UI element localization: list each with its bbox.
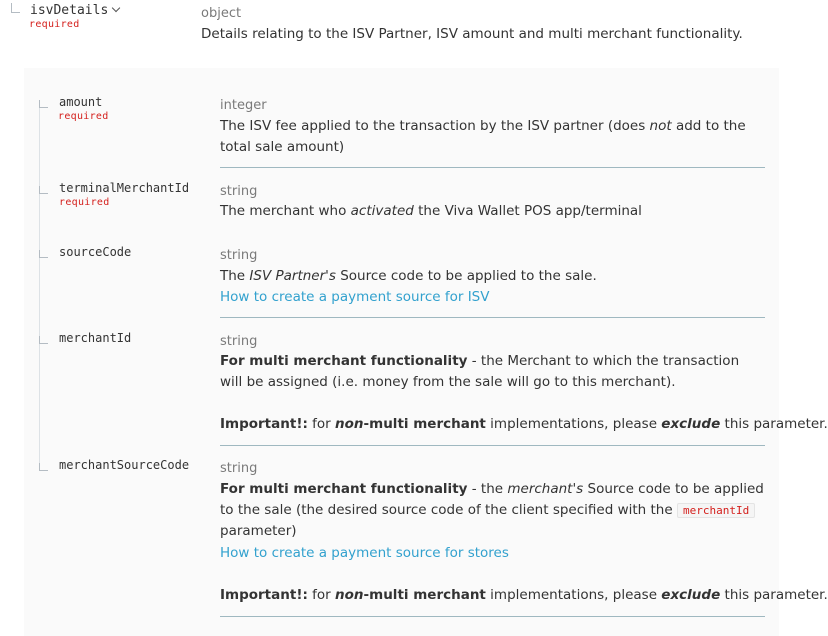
merchant-id-bold-intro: For multi merchant functionality	[220, 353, 468, 369]
merchant-source-code-type: string	[220, 461, 258, 476]
divider	[220, 445, 765, 446]
important-exclude: exclude	[661, 587, 721, 603]
isv-details-required: required	[29, 19, 80, 30]
merchant-id-desc-text: - the Merchant to which the transaction will be assigned (i.e. money from the sale will go to this merchant).	[220, 353, 740, 390]
merchant-id-important-note	[220, 414, 828, 435]
source-code-name: sourceCode	[59, 245, 132, 259]
amount-desc-text-end: add to the total sale amount)	[220, 118, 746, 155]
important-non: non	[335, 587, 364, 603]
important-text-end: this parameter.	[720, 416, 828, 432]
important-text-mid: implementations, please	[485, 587, 662, 603]
important-multi: -multi merchant	[363, 587, 486, 603]
merchant-source-desc-text: - the	[467, 481, 508, 497]
merchant-source-code-description	[220, 479, 765, 542]
terminal-merchant-id-name: terminalMerchantId	[59, 181, 190, 195]
amount-type: integer	[220, 98, 267, 113]
terminal-desc-text-end: the Viva Wallet POS app/terminal	[413, 203, 642, 219]
source-desc-emphasis: ISV Partner's	[249, 268, 336, 284]
merchant-source-desc-text-2: Source code to be applied to the sale (the desired source code of the client specified with the	[220, 481, 764, 518]
amount-description	[220, 116, 765, 158]
terminal-merchant-id-description	[220, 201, 765, 222]
important-text: for	[307, 587, 336, 603]
amount-desc-text: The ISV fee applied to the transaction by the ISV partner (does	[220, 118, 650, 134]
isv-payment-source-link[interactable]: How to create a payment source for ISV	[220, 289, 490, 305]
merchant-source-desc-text-3: parameter)	[220, 523, 297, 539]
amount-required: required	[58, 111, 109, 122]
tree-branch-icon	[39, 186, 48, 194]
important-exclude: exclude	[661, 416, 721, 432]
merchant-source-desc-emphasis: merchant's	[507, 481, 584, 497]
divider	[220, 317, 765, 318]
isv-details-name: isvDetails	[30, 3, 109, 18]
tree-vertical-line	[39, 100, 40, 465]
source-desc-text-end: Source code to be applied to the sale.	[335, 268, 597, 284]
tree-branch-icon	[39, 463, 48, 471]
isv-details-type: object	[201, 6, 242, 21]
amount-name: amount	[59, 95, 103, 109]
important-text-mid: implementations, please	[485, 416, 662, 432]
source-code-description	[220, 266, 765, 287]
merchant-id-description	[220, 351, 765, 393]
important-text-end: this parameter.	[720, 587, 828, 603]
important-non: non	[335, 416, 364, 432]
isv-details-toggle[interactable]	[30, 3, 119, 18]
important-label: Important!:	[220, 587, 308, 603]
terminal-desc-text: The merchant who	[220, 203, 351, 219]
tree-branch-icon	[11, 3, 20, 13]
isv-details-description: Details relating to the ISV Partner, ISV amount and multi merchant functionality.	[201, 26, 743, 42]
merchant-source-bold-intro: For multi merchant functionality	[220, 481, 468, 497]
chevron-down-icon[interactable]	[112, 4, 120, 12]
important-label: Important!:	[220, 416, 308, 432]
divider	[220, 167, 765, 168]
source-desc-text: The	[220, 268, 250, 284]
merchant-source-code-name: merchantSourceCode	[59, 458, 190, 472]
terminal-desc-emphasis: activated	[350, 203, 414, 219]
merchant-id-type: string	[220, 334, 258, 349]
terminal-merchant-id-required: required	[59, 197, 110, 208]
stores-payment-source-link[interactable]: How to create a payment source for stores	[220, 545, 509, 561]
merchant-id-code-reference: merchantId	[677, 503, 755, 518]
merchant-id-name: merchantId	[59, 331, 132, 345]
tree-branch-icon	[39, 100, 48, 108]
source-code-type: string	[220, 248, 258, 263]
tree-branch-icon	[39, 250, 48, 258]
divider	[220, 616, 765, 617]
amount-desc-emphasis: not	[649, 118, 672, 134]
terminal-merchant-id-type: string	[220, 184, 258, 199]
important-multi: -multi merchant	[363, 416, 486, 432]
merchant-source-code-important-note	[220, 585, 828, 606]
tree-branch-icon	[39, 336, 48, 344]
important-text: for	[307, 416, 336, 432]
